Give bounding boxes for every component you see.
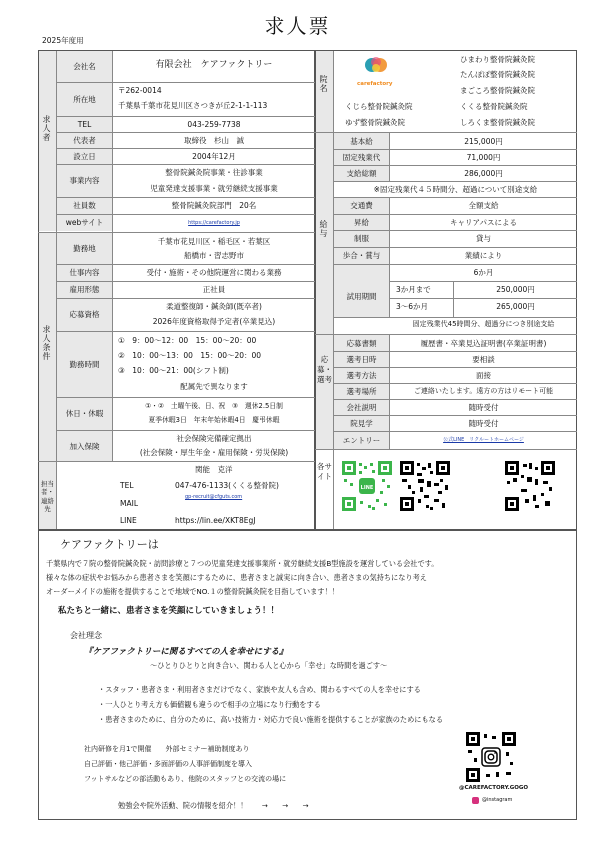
address-label: 所在地	[73, 95, 96, 104]
holiday-label: 休日・休暇	[65, 409, 104, 418]
tel-label: TEL	[77, 120, 92, 129]
address: 千葉県千葉市花見川区さつきが丘2-1-1-113	[118, 101, 268, 110]
uniform: 貸与	[476, 234, 491, 243]
hours-shift-3: ③ 10：00～21：00(シフト制)	[118, 366, 229, 375]
training-1: 社内研修を月1で開催 外部セミナー補助制度あり	[84, 745, 250, 753]
holiday-2: 夏季休暇3日 年末年始休暇4日 慶弔休暇	[148, 416, 280, 424]
training-3: フットサルなどの部活動もあり、他院のスタッフとの交流の場に	[84, 775, 287, 783]
employment-type-label: 雇用形態	[69, 285, 100, 294]
method: 面接	[476, 371, 491, 380]
clinic-magokoro: まごころ整骨院鍼灸院	[460, 86, 535, 95]
philosophy: 『ケアファクトリーに関るすべての人を幸せにする』	[84, 647, 288, 657]
insurance-2: (社会保険・厚生年金・雇用保険・労災保険)	[139, 448, 289, 457]
tour: 随時受付	[468, 419, 499, 428]
schedule: 要相談	[472, 355, 495, 364]
insurance-label: 加入保険	[69, 442, 100, 451]
bonus: 業績により	[464, 251, 503, 260]
philosophy-bullet-2: ・一人ひとり考え方も価値観も違うので相手の立場になり行動をする	[98, 700, 321, 709]
bonus-label: 歩合・賞与	[342, 251, 381, 260]
overtime-note: ※固定残業代４５時間分、超過について別途支給	[373, 185, 538, 194]
sites-side-label: 各サイト	[317, 462, 332, 481]
insurance-1: 社会保険完備確定拠出	[176, 434, 252, 443]
representative-label: 代表者	[73, 136, 96, 145]
job-description: 受付・施術・その他院運営に関わる業務	[146, 268, 282, 277]
closing-line: 勉強会や院外活動、院の情報を紹介！！ → → →	[118, 801, 309, 810]
website-link[interactable]: https://carefactory.jp	[188, 220, 240, 226]
business-1: 整骨院鍼灸院事業・往診事業	[165, 168, 263, 177]
contact-side-label: 担当者・連絡先	[41, 480, 54, 514]
founded-label: 設立日	[73, 152, 96, 161]
instagram-handle[interactable]: @CAREFACTORY.GOGO	[459, 785, 529, 791]
clinic-kukuru: くくる整骨院鍼灸院	[460, 102, 528, 111]
trial-row1-label: 3か月まで	[396, 285, 431, 294]
intro-p2: 様々な体の症状やお悩みから患者さまを笑顔にするために、患者さまと誠実に向き合い、患者さまの気持ちになり考え	[46, 573, 427, 582]
trial-period: 6か月	[473, 268, 494, 277]
website-label: webサイト	[65, 218, 104, 227]
place-label: 選考場所	[346, 387, 377, 396]
total-pay-label: 支給総額	[346, 169, 377, 178]
instagram-icon	[472, 797, 479, 804]
briefing-label: 会社説明	[346, 403, 377, 412]
philosophy-label: 会社理念	[70, 631, 102, 640]
trial-row2-label: 3～6か月	[396, 302, 429, 311]
company-side-label: 求人者	[42, 115, 51, 142]
uniform-label: 制服	[354, 234, 369, 243]
representative: 取締役 杉山 誠	[184, 136, 244, 145]
hours-shift-1: ① 9：00～12：00 15：00～20：00	[118, 336, 257, 345]
company-name: 有限会社 ケアファクトリー	[155, 60, 273, 70]
clinic-yuzu: ゆず整骨院鍼灸院	[345, 118, 405, 127]
raise: キャリアパスによる	[450, 218, 517, 227]
tour-label: 院見学	[350, 419, 373, 428]
recruit-qr-code[interactable]	[400, 461, 450, 511]
employees: 整骨院鍼灸院部門 20名	[171, 201, 257, 210]
entry-label: エントリー	[342, 436, 381, 445]
workplace-2: 船橋市・習志野市	[184, 251, 244, 260]
schedule-label: 選考日時	[346, 355, 377, 364]
base-salary-label: 基本給	[350, 137, 373, 146]
qualification-1: 柔道整復師・鍼灸師(既卒者)	[166, 302, 262, 311]
intro-heading: ケアファクトリーは	[60, 538, 159, 551]
contact-mail[interactable]: gp-recruit@cfguts.com	[185, 494, 243, 500]
commute-label: 交通費	[350, 201, 373, 210]
entry-links[interactable]: 公式LINE リクルートホームページ	[443, 437, 524, 443]
instagram-qr-code[interactable]	[466, 732, 516, 782]
founded: 2004年12月	[192, 152, 236, 161]
total-pay: 286,000円	[464, 169, 503, 178]
line-qr-code[interactable]	[342, 461, 392, 511]
clinic-himawari: ひまわり整骨院鍼灸院	[460, 55, 535, 64]
company-tel: 043-259-7738	[187, 120, 241, 129]
contact-tel-label: TEL	[120, 481, 134, 490]
salary-side-label: 給与	[319, 220, 328, 238]
fixed-overtime-label: 固定残業代	[342, 153, 381, 162]
hours-note: 配属先で異なります	[180, 382, 248, 391]
holiday-1: ①・② 土曜午後、日、祝 ③ 週休2.5日制	[145, 402, 283, 410]
employees-label: 社員数	[73, 201, 96, 210]
documents-label: 応募書類	[346, 339, 377, 348]
place: ご連絡いたします。遠方の方はリモート可能	[413, 387, 554, 395]
qualification-label: 応募資格	[69, 310, 100, 319]
documents: 履歴書・卒業見込証明書(卒業証明書)	[420, 339, 547, 348]
selection-side-label: 応募・選考	[317, 355, 332, 385]
fiscal-year: 2025年度用	[42, 36, 84, 45]
fixed-overtime: 71,000円	[466, 153, 501, 162]
clinics-side-label: 院名	[319, 75, 328, 93]
raise-label: 昇給	[354, 218, 369, 227]
contact-name: 関能 克洋	[195, 465, 233, 474]
trial-note: 固定残業代45時間分、超過分につき別途支給	[412, 320, 555, 328]
clinic-shirokuma: しろくま整骨院鍼灸院	[460, 118, 535, 127]
job-label: 仕事内容	[69, 268, 100, 277]
trial-row2-value: 265,000円	[496, 302, 535, 311]
intro-p3: オーダーメイドの施術を提供することで地域でNO.１の整骨院鍼灸院を目指しています！！	[46, 587, 339, 596]
trial-row1-value: 250,000円	[496, 285, 535, 294]
clinic-kujira: くじら整骨院鍼灸院	[345, 102, 413, 111]
homepage-qr-code[interactable]	[505, 461, 555, 511]
business-label: 事業内容	[69, 176, 100, 185]
contact-tel: 047-476-1133(くくる整骨院)	[175, 481, 279, 490]
company-name-label: 会社名	[73, 62, 96, 71]
philosophy-bullet-1: ・スタッフ・患者さま・利用者さまだけでなく、家族や友人も含め、関わるすべての人を幸せにする	[98, 685, 421, 694]
qualification-2: 2026年度資格取得予定者(卒業見込)	[152, 317, 276, 326]
logo-text: carefactory	[357, 81, 393, 87]
page-title: 求人票	[264, 14, 331, 38]
philosophy-bullet-3: ・患者さまのために、自分のために、高い技術力・対応力で良い施術を提供することが家族のためにもなる	[98, 715, 444, 724]
conditions-side-label: 求人条件	[42, 325, 51, 361]
intro-p1: 千葉県内で７院の整骨院鍼灸院・訪問診療と７つの児童発達支援事業所・就労継続支援B型施設を運営している会社です。	[46, 559, 439, 568]
workplace-1: 千葉市花見川区・稲毛区・若葉区	[157, 237, 271, 246]
training-2: 自己評価・他己評価・多面評価の人事評価制度を導入	[84, 760, 252, 768]
contact-line-label: LINE	[120, 516, 137, 525]
trial-label: 試用期間	[346, 292, 377, 301]
svg-text:LINE: LINE	[360, 485, 374, 491]
briefing: 随時受付	[468, 403, 499, 412]
philosophy-sub: ～ひとりひとりと向き合い、関わる人と心から「幸せ」な時間を過ごす～	[150, 661, 388, 670]
clinic-tanpopo: たんぽぽ整骨院鍼灸院	[460, 70, 535, 79]
postal-code: 〒262-0014	[118, 86, 162, 95]
slogan: 私たちと一緒に、患者さまを笑顔にしていきましょう！！	[58, 606, 280, 616]
method-label: 選考方法	[346, 371, 377, 380]
base-salary: 215,000円	[464, 137, 503, 146]
workplace-label: 勤務地	[73, 244, 96, 253]
carefactory-logo	[360, 56, 396, 84]
hours-label: 勤務時間	[69, 360, 100, 369]
hours-shift-2: ② 10：00～13：00 15：00～20：00	[118, 351, 262, 360]
business-2: 児童発達支援事業・就労継続支援事業	[150, 184, 278, 193]
contact-line[interactable]: https://lin.ee/XKT8EgJ	[175, 516, 256, 525]
contact-mail-label: MAIL	[120, 499, 138, 508]
commute: 全額支給	[468, 201, 499, 210]
instagram-sub: @instagram	[482, 797, 513, 803]
employment-type: 正社員	[202, 285, 226, 294]
